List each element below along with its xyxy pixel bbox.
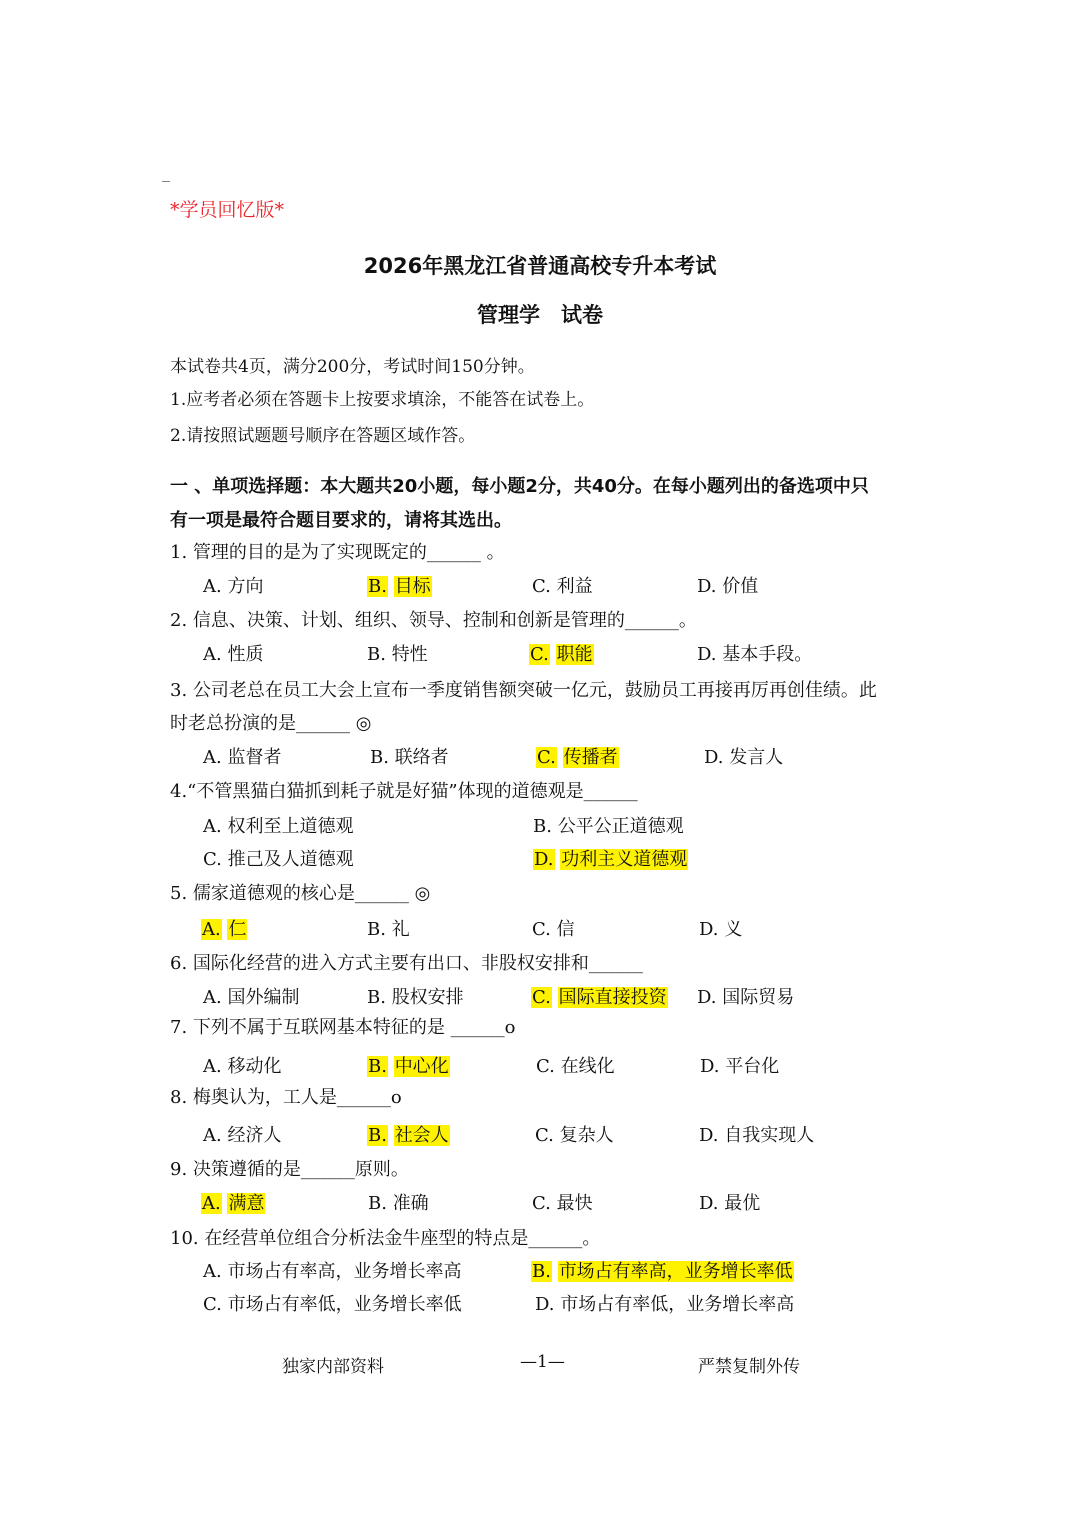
- option-d: D. 平台化: [700, 1056, 780, 1077]
- question-stem: 7. 下列不属于互联网基本特征的是 ______o: [170, 1017, 516, 1038]
- option-c: C. 市场占有率低，业务增长率低: [203, 1294, 462, 1315]
- option-c: C. 最快: [532, 1193, 593, 1214]
- option-c: C. 推己及人道德观: [203, 849, 354, 870]
- option-a: A. 权利至上道德观: [203, 816, 354, 837]
- question-stem-cont: 时老总扮演的是______ ◎: [170, 713, 372, 734]
- option-d: D. 最优: [699, 1193, 761, 1214]
- option-c: C. 职能: [530, 644, 593, 665]
- option-c: C. 在线化: [536, 1056, 615, 1077]
- section-heading: 有一项是最符合题目要求的，请将其选出。: [170, 510, 512, 531]
- option-b: B. 股权安排: [367, 987, 464, 1008]
- intro-line: 本试卷共4页，满分200分，考试时间150分钟。: [170, 357, 535, 377]
- section-heading: 一 、单项选择题：本大题共20小题，每小题2分，共40分。在每小题列出的备选项中只: [170, 476, 869, 497]
- question-stem: 8. 梅奥认为，工人是______o: [170, 1087, 402, 1108]
- option-b: B. 中心化: [368, 1056, 449, 1077]
- question-stem: 2. 信息、决策、计划、组织、领导、控制和创新是管理的______。: [170, 610, 697, 631]
- option-b: B. 目标: [368, 576, 431, 597]
- question-stem: 3. 公司老总在员工大会上宣布一季度销售额突破一亿元，鼓励员工再接再厉再创佳绩。此: [170, 680, 877, 701]
- question-stem: 10. 在经营单位组合分析法金牛座型的特点是______。: [170, 1228, 601, 1249]
- footer-right-note: 严禁复制外传: [698, 1357, 800, 1377]
- footer-left-note: 独家内部资料: [282, 1357, 384, 1377]
- option-d: D. 国际贸易: [697, 987, 795, 1008]
- option-a: A. 市场占有率高，业务增长率高: [203, 1261, 462, 1282]
- option-a: A. 监督者: [203, 747, 282, 768]
- intro-line: 1.应考者必须在答题卡上按要求填涂，不能答在试卷上。: [170, 390, 595, 410]
- option-b: B. 市场占有率高，业务增长率低: [532, 1261, 793, 1282]
- option-d: D. 基本手段。: [697, 644, 813, 665]
- option-b: B. 社会人: [368, 1125, 449, 1146]
- question-stem: 1. 管理的目的是为了实现既定的______ 。: [170, 542, 505, 563]
- option-a: A. 国外编制: [203, 987, 300, 1008]
- option-a: A. 仁: [202, 919, 247, 940]
- question-stem: 6. 国际化经营的进入方式主要有出口、非股权安排和______: [170, 953, 643, 974]
- question-stem: 5. 儒家道德观的核心是______ ◎: [170, 883, 431, 904]
- option-d: D. 价值: [697, 576, 759, 597]
- option-a: A. 经济人: [203, 1125, 282, 1146]
- option-c: C. 传播者: [537, 747, 618, 768]
- exam-title: 2026年黑龙江省普通高校专升本考试: [363, 254, 717, 278]
- question-stem: 4.“不管黑猫白猫抓到耗子就是好猫”体现的道德观是______: [170, 781, 638, 802]
- option-c: C. 复杂人: [535, 1125, 614, 1146]
- option-d: D. 发言人: [704, 747, 784, 768]
- option-d: D. 市场占有率低，业务增长率高: [535, 1294, 795, 1315]
- option-c: C. 信: [532, 919, 575, 940]
- option-a: A. 性质: [203, 644, 264, 665]
- option-c: C. 利益: [532, 576, 593, 597]
- option-b: B. 准确: [368, 1193, 429, 1214]
- header-dash: _: [162, 163, 170, 182]
- option-a: A. 方向: [203, 576, 264, 597]
- page-number: —1—: [520, 1352, 565, 1372]
- option-d: D. 义: [699, 919, 743, 940]
- option-a: A. 满意: [202, 1193, 265, 1214]
- recall-edition-tag: *学员回忆版*: [170, 199, 285, 221]
- option-b: B. 公平公正道德观: [533, 816, 684, 837]
- option-d: D. 自我实现人: [699, 1125, 815, 1146]
- question-stem: 9. 决策遵循的是______原则。: [170, 1159, 409, 1180]
- option-b: B. 特性: [367, 644, 428, 665]
- option-b: B. 礼: [367, 919, 410, 940]
- option-a: A. 移动化: [203, 1056, 282, 1077]
- exam-subtitle: 管理学 试卷: [477, 303, 603, 327]
- option-d: D. 功利主义道德观: [534, 849, 688, 870]
- option-b: B. 联络者: [370, 747, 449, 768]
- option-c: C. 国际直接投资: [532, 987, 667, 1008]
- intro-line: 2.请按照试题题号顺序在答题区域作答。: [170, 426, 476, 446]
